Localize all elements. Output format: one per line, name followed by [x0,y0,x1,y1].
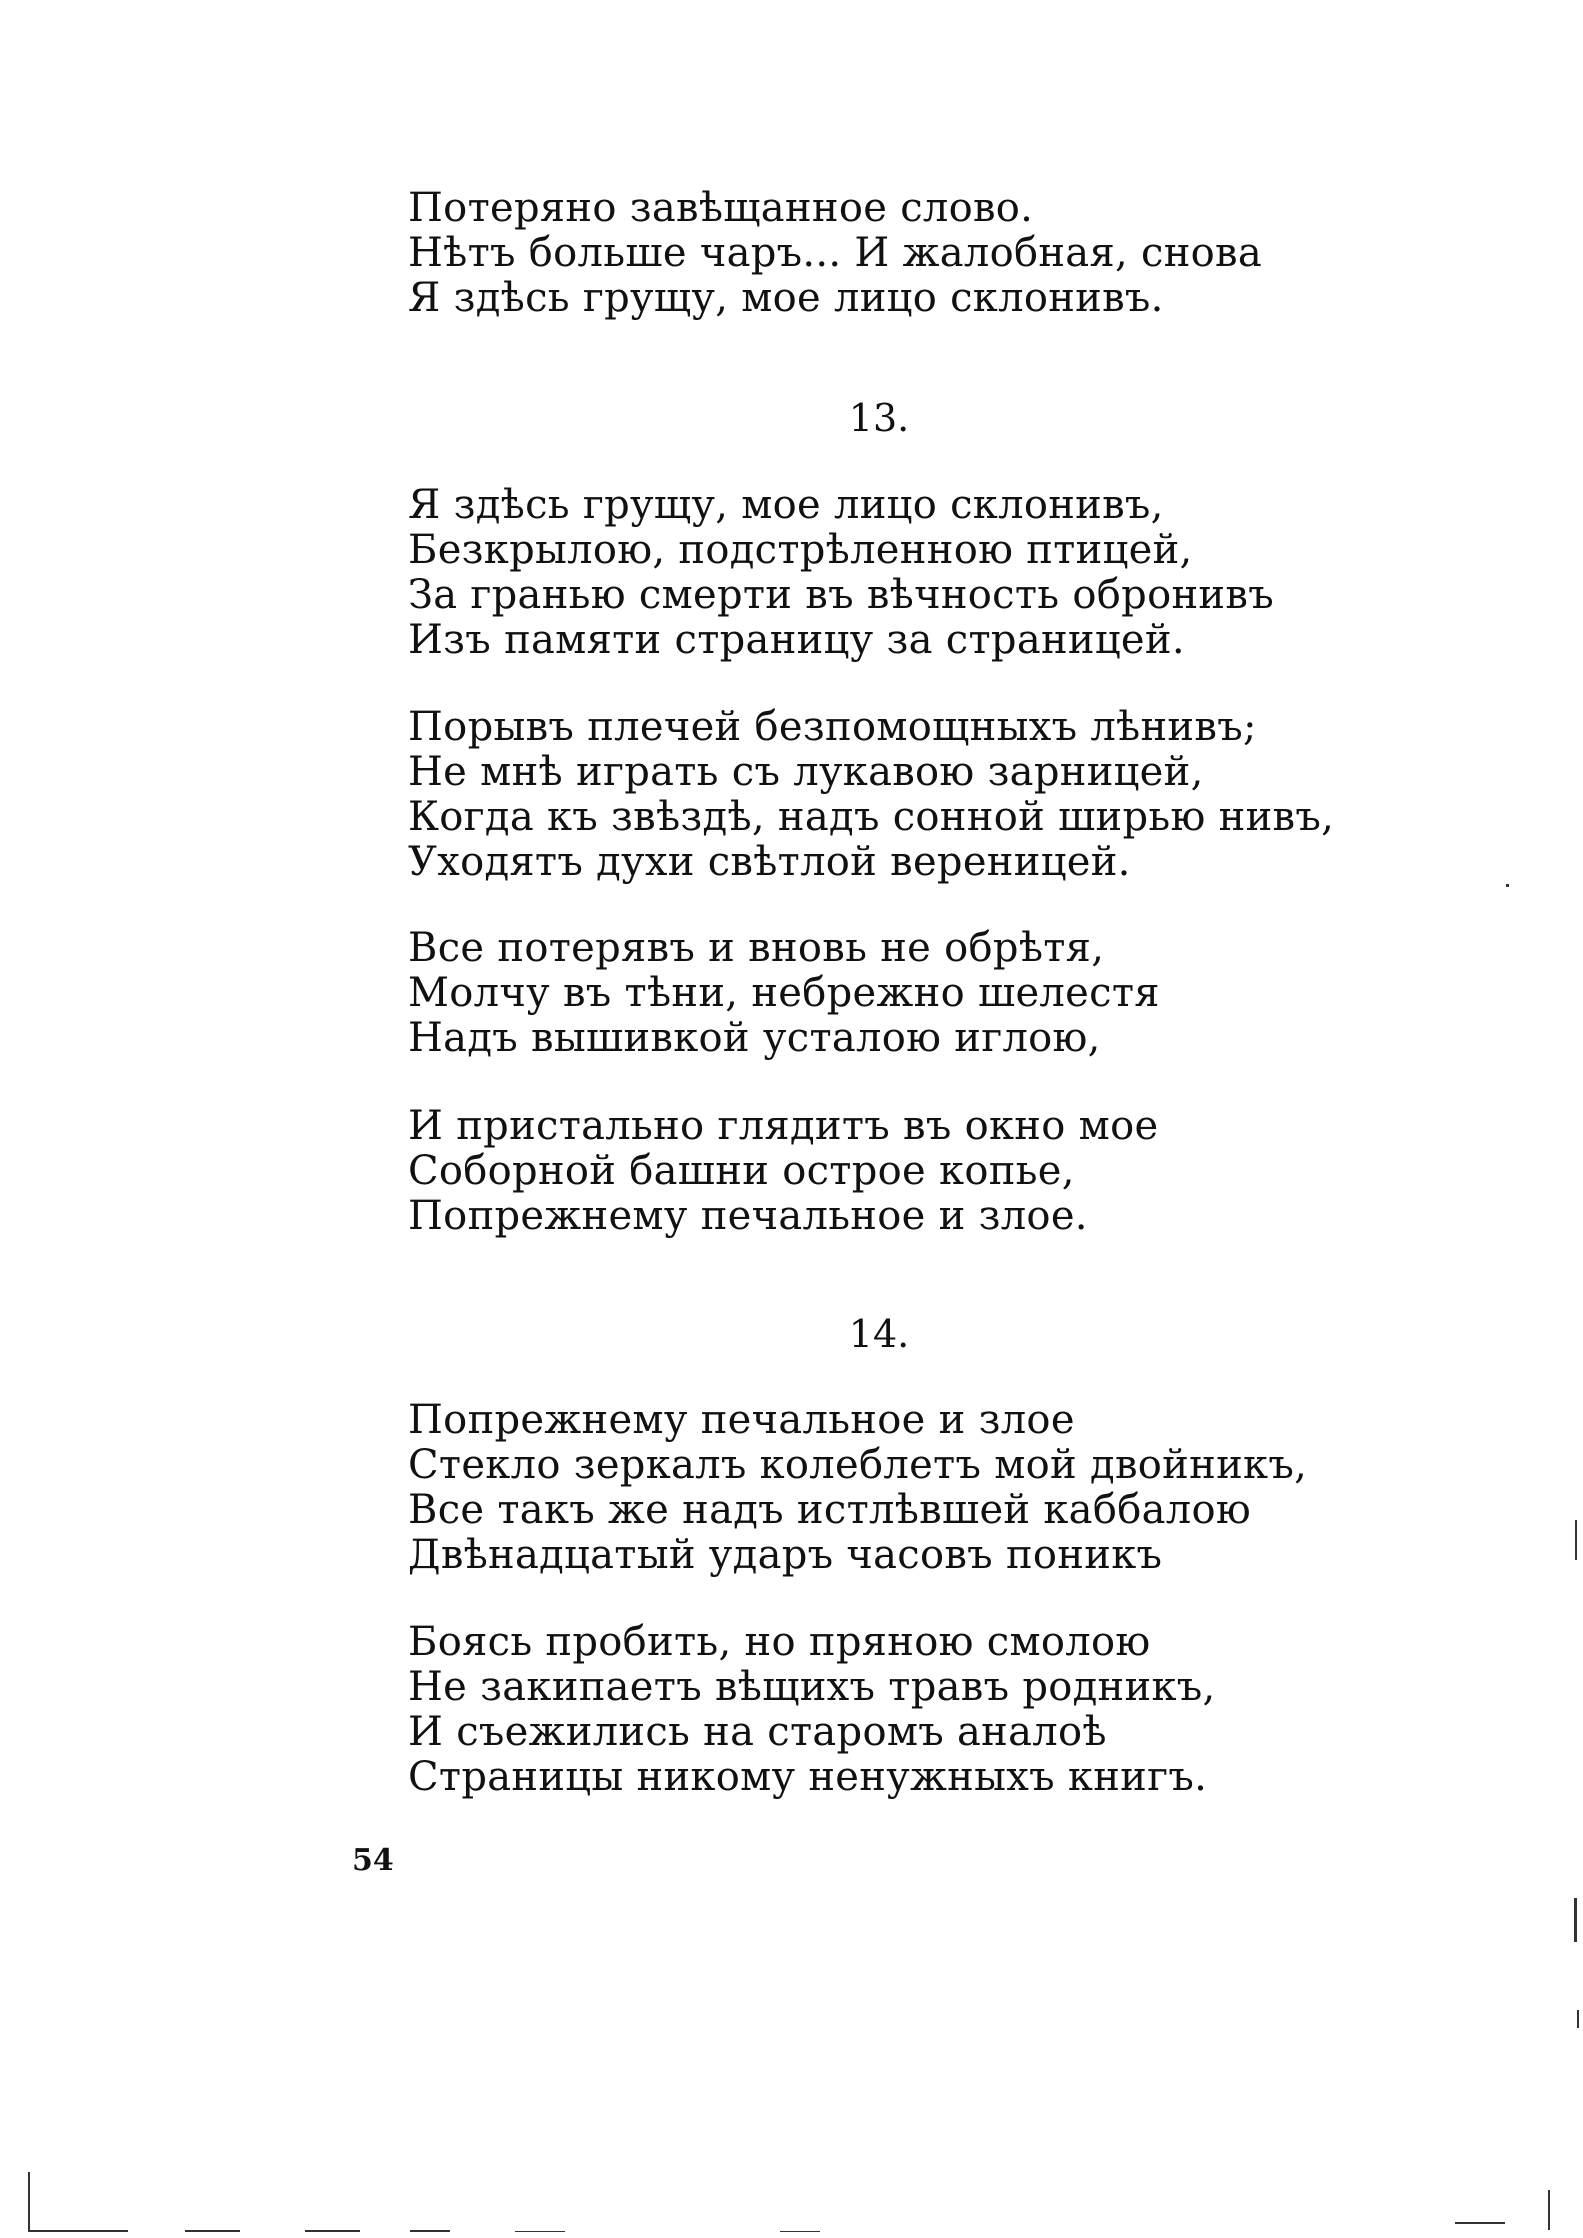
poem-line: Уходятъ духи свѣтлой вереницей. [408,839,1131,885]
scan-artifact [1577,2010,1579,2028]
poem-line: Я здѣсь грущу, мое лицо склонивъ. [408,275,1164,321]
poem-line: Стекло зеркалъ колеблетъ мой двойникъ, [408,1442,1308,1488]
scan-artifact [410,2230,450,2232]
section-number-14: 14. [848,1312,910,1356]
poem-line: Двѣнадцатый ударъ часовъ поникъ [408,1532,1163,1578]
poem-line: Не закипаетъ вѣщихъ травъ родникъ, [408,1664,1216,1710]
poem-line: Соборной башни острое копье, [408,1148,1075,1194]
scan-artifact [1455,2222,1505,2224]
poem-line: И пристально глядитъ въ окно мое [408,1103,1159,1149]
poem-line: Все потерявъ и вновь не обрѣтя, [408,925,1105,971]
poem-line: Не мнѣ играть съ лукавою зарницей, [408,749,1204,795]
poem-line: Потеряно завѣщанное слово. [408,185,1034,231]
poem-line: Все такъ же надъ истлѣвшей каббалою [408,1487,1251,1533]
stanza-14-2 [408,1620,1408,1800]
scan-artifact [1548,2190,1550,2230]
scan-artifact [1575,1520,1577,1560]
poem-line: Молчу въ тѣни, небрежно шелестя [408,970,1160,1016]
scan-artifact [185,2230,240,2232]
poem-line: Изъ памяти страницу за страницей. [408,617,1185,663]
stanza-14-1 [408,1398,1408,1578]
scan-artifact [305,2230,360,2232]
stanza-13-2 [408,705,1408,885]
scan-artifact [780,2231,820,2232]
scan-artifact [28,2172,30,2232]
poem-line: Страницы никому ненужныхъ книгъ. [408,1754,1208,1800]
poem-line: Надъ вышивкой усталою иглою, [408,1015,1101,1061]
poem-line: Безкрылою, подстрѣленною птицей, [408,527,1193,573]
section-number-13: 13. [848,396,910,440]
poem-line: Попрежнему печальное и злое [408,1397,1075,1443]
page-number: 54 [352,1843,394,1878]
poem-line: Я здѣсь грущу, мое лицо склонивъ, [408,482,1164,528]
poem-line: За гранью смерти въ вѣчность обронивъ [408,572,1274,618]
poem-line: Порывъ плечей безпомощныхъ лѣнивъ; [408,704,1257,750]
poem-line: Боясь пробить, но пряною смолою [408,1619,1151,1665]
scan-artifact [1574,1898,1577,1942]
stanza-13-1 [408,483,1408,663]
poem-line: Нѣтъ больше чаръ... И жалобная, снова [408,230,1263,276]
stanza-13-4 [408,1104,1408,1239]
scan-artifact [1506,884,1509,887]
intro-stanza [408,186,1408,321]
poem-line: Попрежнему печальное и злое. [408,1193,1088,1239]
poem-line: Когда къ звѣздѣ, надъ сонной ширью нивъ, [408,794,1335,840]
scan-artifact [28,2230,128,2232]
poem-line: И съежились на старомъ аналоѣ [408,1709,1107,1755]
stanza-13-3 [408,926,1408,1061]
scan-artifact [515,2231,565,2232]
